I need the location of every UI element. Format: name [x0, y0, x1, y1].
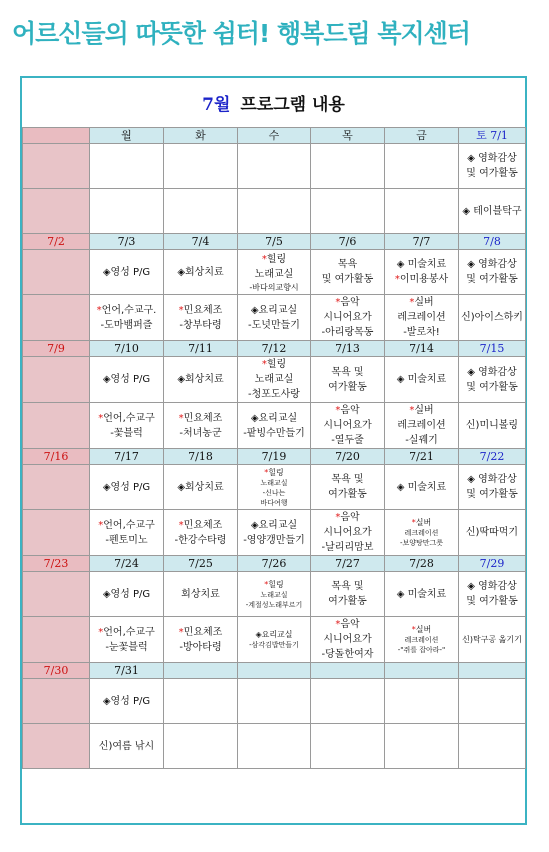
schedule-cell: 목욕 및 여가활동	[311, 357, 385, 403]
day-mon: 월	[90, 128, 164, 144]
schedule-cell	[238, 724, 311, 769]
schedule-cell	[385, 144, 459, 189]
date-cell: 7/20	[311, 449, 385, 465]
schedule-cell: ◈영성 P/G	[90, 250, 164, 295]
date-cell	[385, 663, 459, 679]
week-start-date: 7/23	[23, 556, 90, 572]
date-cell: 7/21	[385, 449, 459, 465]
date-cell: 7/26	[238, 556, 311, 572]
side-cell	[23, 572, 90, 617]
day-header-row	[23, 128, 526, 144]
date-cell: 7/6	[311, 234, 385, 250]
date-cell: 7/5	[238, 234, 311, 250]
date-cell: 7/29	[459, 556, 526, 572]
side-cell	[23, 465, 90, 510]
date-cell: 7/14	[385, 341, 459, 357]
schedule-cell	[311, 679, 385, 724]
schedule-cell	[238, 144, 311, 189]
schedule-cell	[238, 189, 311, 234]
week-start-date: 7/16	[23, 449, 90, 465]
w3-row-a	[23, 465, 526, 510]
day-sat: 토 7/1	[459, 128, 526, 144]
schedule-cell: ◈ 영화감상 및 여가활동	[459, 144, 526, 189]
side-cell	[23, 295, 90, 341]
schedule-cell: ◈요리교실 -팥빙수만들기	[238, 403, 311, 449]
side-cell	[23, 403, 90, 449]
schedule-cell: *힐링 노래교실 -바다의교향시	[238, 250, 311, 295]
side-cell	[23, 357, 90, 403]
date-cell: 7/22	[459, 449, 526, 465]
schedule-cell: ◈ 미술치료 *이미용봉사	[385, 250, 459, 295]
w2-row-a	[23, 357, 526, 403]
schedule-cell: 목욕 및 여가활동	[311, 250, 385, 295]
date-cell: 7/18	[164, 449, 238, 465]
date-cell: 7/12	[238, 341, 311, 357]
schedule-cell: ◈ 미술치료	[385, 572, 459, 617]
date-cell: 7/17	[90, 449, 164, 465]
schedule-cell: *민요체조 -처녀농군	[164, 403, 238, 449]
week-start-date: 7/30	[23, 663, 90, 679]
schedule-cell	[459, 724, 526, 769]
week-start-date: 7/9	[23, 341, 90, 357]
schedule-cell: ◈영성 P/G	[90, 465, 164, 510]
schedule-cell: ◈ 영화감상 및 여가활동	[459, 572, 526, 617]
date-cell	[311, 663, 385, 679]
date-cell: 7/28	[385, 556, 459, 572]
date-cell: 7/15	[459, 341, 526, 357]
schedule-cell: 회상치료	[164, 572, 238, 617]
date-cell: 7/3	[90, 234, 164, 250]
w1-row-a	[23, 250, 526, 295]
schedule-cell	[311, 189, 385, 234]
schedule-cell: *언어,수교구. -도마뱀퍼즐	[90, 295, 164, 341]
w5-row-a	[23, 679, 526, 724]
date-cell: 7/8	[459, 234, 526, 250]
week4-date-row	[23, 556, 526, 572]
schedule-cell: 신)딱따먹기	[459, 510, 526, 556]
title-text: 프로그램 내용	[240, 95, 345, 115]
w1-row-b	[23, 295, 526, 341]
schedule-cell: *실버 레크레이션 -실꿰기	[385, 403, 459, 449]
w3-row-b	[23, 510, 526, 556]
schedule-cell: 목욕 및 여가활동	[311, 572, 385, 617]
schedule-cell	[164, 189, 238, 234]
side-cell	[23, 189, 90, 234]
schedule-frame	[20, 76, 527, 825]
w2-row-b	[23, 403, 526, 449]
schedule-cell: *음악 시니어요가 -당돌한여자	[311, 617, 385, 663]
date-cell: 7/25	[164, 556, 238, 572]
side-cell	[23, 724, 90, 769]
side-cell	[23, 617, 90, 663]
schedule-cell: ◈회상치료	[164, 357, 238, 403]
schedule-cell	[90, 144, 164, 189]
date-cell: 7/27	[311, 556, 385, 572]
date-cell: 7/19	[238, 449, 311, 465]
title-month: 7월	[202, 95, 231, 115]
date-cell	[164, 663, 238, 679]
schedule-cell: *실버 레크레이션 -"쥐를 잡아라-"	[385, 617, 459, 663]
schedule-cell: ◈회상치료	[164, 465, 238, 510]
date-cell: 7/7	[385, 234, 459, 250]
schedule-cell: *음악 시니어요가 -날리리맘보	[311, 510, 385, 556]
schedule-cell: 신)미니볼링	[459, 403, 526, 449]
schedule-cell: ◈ 테이블탁구	[459, 189, 526, 234]
week5-date-row	[23, 663, 526, 679]
schedule-cell	[164, 679, 238, 724]
date-cell: 7/4	[164, 234, 238, 250]
schedule-cell: ◈영성 P/G	[90, 679, 164, 724]
day-fri: 금	[385, 128, 459, 144]
schedule-cell: 신)아이스하키	[459, 295, 526, 341]
schedule-cell	[385, 724, 459, 769]
schedule-cell: *힐링 노래교실 -신나는 바다여행	[238, 465, 311, 510]
schedule-cell: 신)여름 낚시	[90, 724, 164, 769]
schedule-cell	[311, 144, 385, 189]
schedule-cell: ◈회상치료	[164, 250, 238, 295]
week2-date-row	[23, 341, 526, 357]
week1-date-row	[23, 234, 526, 250]
schedule-cell: ◈ 영화감상 및 여가활동	[459, 250, 526, 295]
schedule-cell	[90, 189, 164, 234]
date-cell: 7/11	[164, 341, 238, 357]
schedule-cell	[164, 724, 238, 769]
schedule-cell: ◈ 미술치료	[385, 465, 459, 510]
schedule-cell: *언어,수교구 -펜토미노	[90, 510, 164, 556]
side-cell	[23, 510, 90, 556]
schedule-cell: *음악 시니어요가 -아리랑목동	[311, 295, 385, 341]
schedule-cell	[311, 724, 385, 769]
week0-row-b	[23, 189, 526, 234]
schedule-cell	[385, 679, 459, 724]
w4-row-b	[23, 617, 526, 663]
schedule-cell	[459, 679, 526, 724]
schedule-cell: *힐링 노래교실 -계절성노래부르기	[238, 572, 311, 617]
w5-row-b	[23, 724, 526, 769]
week0-row-a	[23, 144, 526, 189]
date-cell: 7/13	[311, 341, 385, 357]
w4-row-a	[23, 572, 526, 617]
side-cell	[23, 250, 90, 295]
day-thu: 목	[311, 128, 385, 144]
schedule-cell: *언어,수교구 -눈꽃블럭	[90, 617, 164, 663]
date-cell: 7/31	[90, 663, 164, 679]
schedule-cell: ◈영성 P/G	[90, 357, 164, 403]
day-wed: 수	[238, 128, 311, 144]
week3-date-row	[23, 449, 526, 465]
week-start-date: 7/2	[23, 234, 90, 250]
center-headline: 어르신들의 따뜻한 쉼터! 행복드림 복지센터	[12, 19, 470, 48]
schedule-cell: 목욕 및 여가활동	[311, 465, 385, 510]
schedule-cell	[385, 189, 459, 234]
schedule-cell: *민요체조 -한강수타령	[164, 510, 238, 556]
schedule-cell: ◈요리교실 -삼각김밥만들기	[238, 617, 311, 663]
side-cell	[23, 679, 90, 724]
schedule-title	[22, 78, 525, 127]
schedule-cell: *민요체조 -방아타령	[164, 617, 238, 663]
schedule-cell: ◈영성 P/G	[90, 572, 164, 617]
schedule-cell: *실버 레크레이션 -보양탕만그릇	[385, 510, 459, 556]
weeks-body	[23, 234, 526, 769]
date-cell: 7/10	[90, 341, 164, 357]
date-cell: 7/24	[90, 556, 164, 572]
date-cell	[238, 663, 311, 679]
date-cell	[459, 663, 526, 679]
schedule-cell: *힐링 노래교실 -청포도사랑	[238, 357, 311, 403]
side-cell	[23, 144, 90, 189]
schedule-cell: ◈요리교실 -영양갱만들기	[238, 510, 311, 556]
schedule-cell: ◈ 미술치료	[385, 357, 459, 403]
schedule-cell: *음악 시니어요가 -열두줄	[311, 403, 385, 449]
schedule-cell: *실버 레크레이션 -발로차!	[385, 295, 459, 341]
schedule-cell	[164, 144, 238, 189]
schedule-cell: ◈ 영화감상 및 여가활동	[459, 465, 526, 510]
schedule-cell: 신)탁구공 옮기기	[459, 617, 526, 663]
schedule-cell: *민요체조 -창부타령	[164, 295, 238, 341]
schedule-table	[22, 127, 526, 769]
schedule-cell: ◈ 영화감상 및 여가활동	[459, 357, 526, 403]
schedule-cell: *언어,수교구 -꽃블럭	[90, 403, 164, 449]
schedule-cell: ◈요리교실 -도넛만들기	[238, 295, 311, 341]
corner-cell	[23, 128, 90, 144]
day-tue: 화	[164, 128, 238, 144]
schedule-cell	[238, 679, 311, 724]
